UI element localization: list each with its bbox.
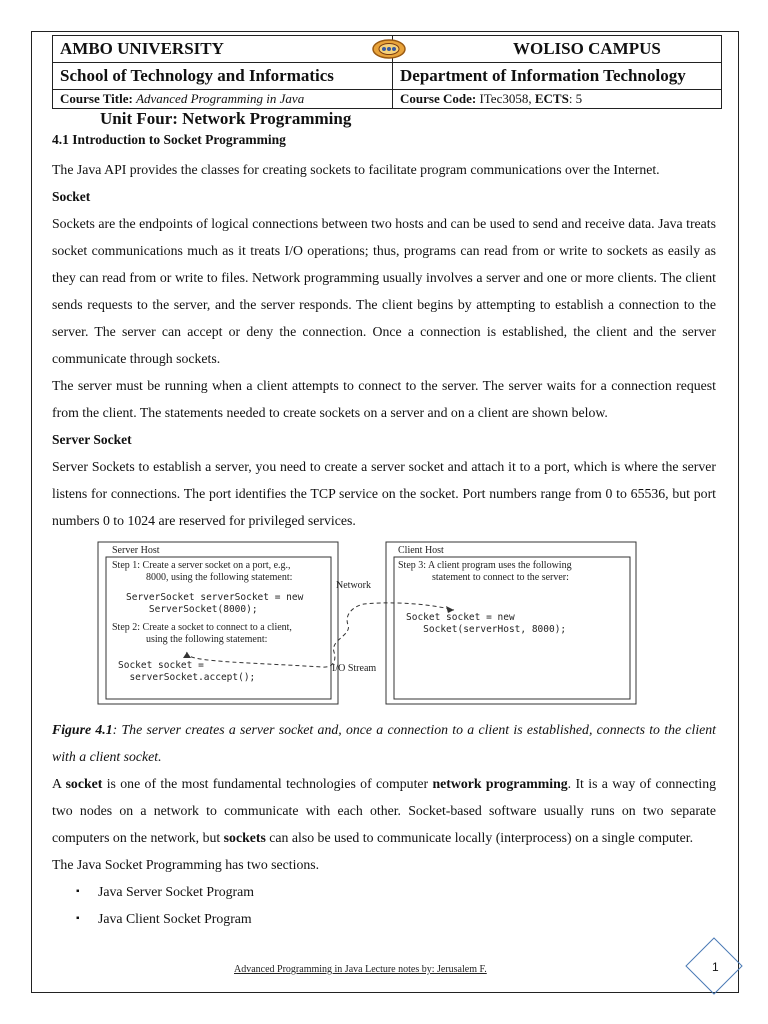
course-code: ITec3058,: [479, 91, 532, 106]
step3-line1: Step 3: A client program uses the following: [398, 560, 572, 571]
page-content: [52, 108, 716, 932]
section-heading: 4.1 Introduction to Socket Programming: [52, 132, 286, 147]
course-code-label: Course Code:: [400, 91, 477, 106]
list-item: ▪ Java Server Socket Program: [76, 878, 716, 905]
para3-part-a: A: [52, 776, 66, 791]
client-host-label: Client Host: [398, 545, 444, 556]
school-name: School of Technology and Informatics: [60, 66, 334, 85]
accept-arrowhead: [183, 652, 191, 658]
server-host-label: Server Host: [112, 545, 160, 556]
socket-paragraph-1: Sockets are the endpoints of logical connections between two hosts and can be used to send and receive data. Java treats socket communications much as it treats I/O operations; thus, programs can read from or write to sockets as easily as they can read from or write to files. Network programming usually involves a server and one or more clients. The client sends requests to the server, and the server responds. The client begins by attempting to establish a connection to the server. The server can accept or deny the connection. Once a connection is established, the client and the server communicate through sockets.: [52, 216, 716, 366]
step1-line1: Step 1: Create a server socket on a port, e.g.,: [112, 560, 291, 571]
network-label: Network: [336, 580, 371, 591]
code-accept-socket: Socket socket = serverSocket.accept();: [118, 660, 256, 683]
list-item: ▪ Java Client Socket Program: [76, 905, 716, 932]
socket-paragraph-2: The server must be running when a client attempts to connect to the server. The server waits for a connection request from the client. The statements needed to create sockets on a server and on a client are shown below.: [52, 378, 716, 420]
para3-bold-sockets: sockets: [223, 830, 266, 845]
code-server-socket: ServerSocket serverSocket = new ServerSocket(8000);: [126, 592, 304, 615]
server-socket-heading: Server Socket: [52, 432, 132, 447]
para3-part-e: can also be used to communicate locally (interprocess) on a single computer.: [265, 830, 694, 845]
ects-value: : 5: [568, 91, 583, 106]
footer-note: Advanced Programming in Java Lecture notes by: Jerusalem F.: [234, 964, 487, 975]
course-title-cell: [53, 90, 393, 109]
para3-bold-network-programming: network programming: [432, 776, 568, 791]
step3-line2: statement to connect to the server:: [432, 572, 569, 583]
code-client-socket: Socket socket = new Socket(serverHost, 8000);: [406, 612, 567, 635]
page-number: 1: [712, 960, 719, 974]
para3-bold-socket: socket: [65, 776, 103, 791]
department-name: Department of Information Technology: [400, 66, 686, 85]
para3-part-d: . It is a way of connecting two nodes on a network to communicate with each other. Socket-based software usually runs on two separate computers on the network, but: [52, 776, 716, 845]
school-cell: [53, 63, 393, 90]
intro-paragraph: The Java API provides the classes for creating sockets to facilitate program communications over the Internet.: [52, 162, 660, 177]
step1-line2: 8000, using the following statement:: [146, 572, 293, 583]
campus-name: WOLISO CAMPUS: [513, 39, 661, 58]
course-title-label: Course Title:: [60, 91, 133, 106]
caption-text: : The server creates a server socket and, once a connection to a client is established, connects to the client with a client socket.: [52, 722, 717, 764]
server-socket-paragraph: Server Sockets to establish a server, you need to create a server socket and attach it to a port, which is where the server listens for connections. The port identifies the TCP service on the socket. Port numbers range from 0 to 65536, but port numbers 0 to 1024 are reserved for privileged services.: [52, 459, 716, 528]
socket-heading: Socket: [52, 189, 91, 204]
university-logo-icon: [371, 38, 407, 60]
course-code-cell: [393, 90, 722, 109]
unit-title: Unit Four: Network Programming: [100, 109, 352, 128]
bullet-list: [52, 878, 716, 932]
figure-socket-diagram: [52, 540, 716, 712]
department-cell: [393, 63, 722, 90]
ects-label: ECTS: [534, 91, 569, 106]
header-table: [52, 35, 722, 109]
university-cell: [53, 36, 393, 63]
sections-intro: The Java Socket Programming has two sections.: [52, 857, 320, 872]
campus-cell: [393, 36, 722, 63]
io-stream-label: I/O Stream: [332, 663, 377, 674]
para3-part-c: is one of the most fundamental technologies of computer: [102, 776, 433, 791]
figure-caption: [52, 716, 716, 770]
university-name: AMBO UNIVERSITY: [60, 39, 224, 58]
caption-label: Figure 4.1: [52, 722, 113, 737]
course-title: Advanced Programming in Java: [136, 91, 305, 106]
socket-definition-paragraph: [52, 770, 716, 851]
step2-line2: using the following statement:: [146, 634, 268, 645]
step2-line1: Step 2: Create a socket to connect to a client,: [112, 622, 292, 633]
